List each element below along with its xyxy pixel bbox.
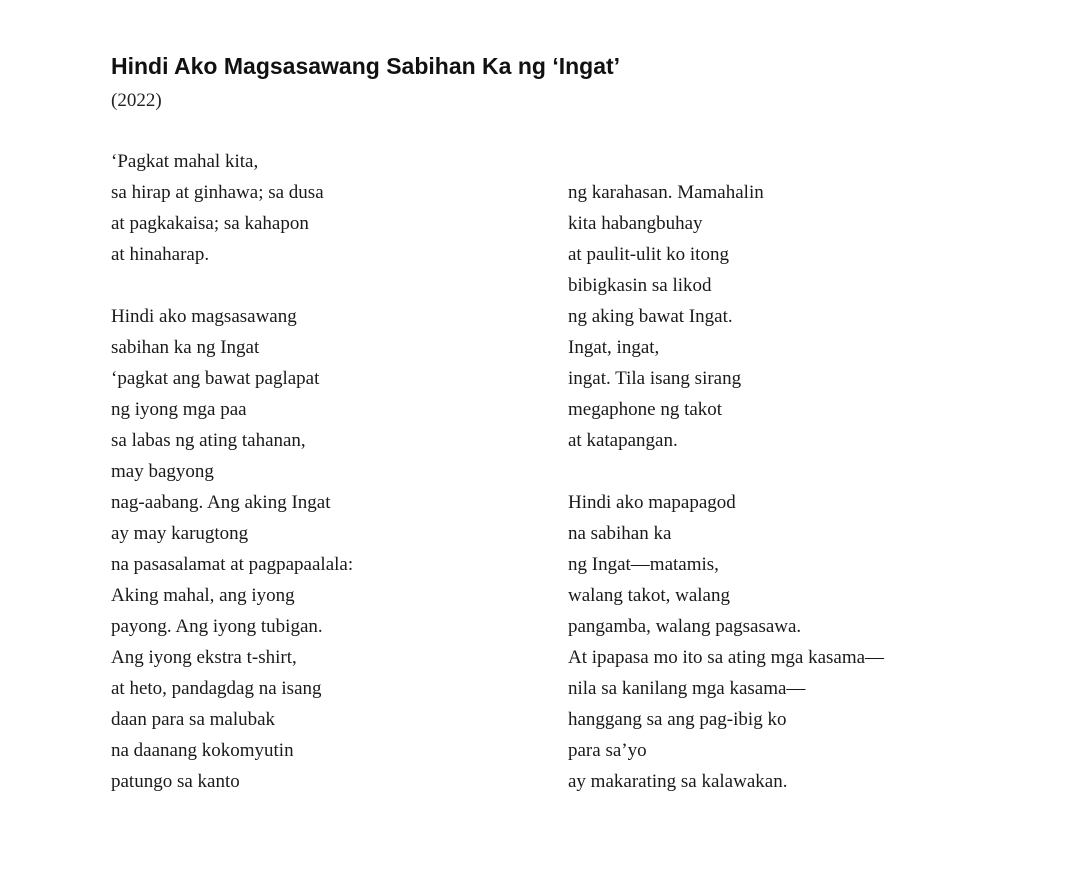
poem-line: daan para sa malubak bbox=[111, 709, 276, 730]
poem-line: at katapangan. bbox=[568, 430, 678, 451]
poem-line: na sabihan ka bbox=[568, 523, 672, 544]
poem-line: nila sa kanilang mga kasama— bbox=[568, 678, 806, 699]
poem-line: hanggang sa ang pag-ibig ko bbox=[568, 709, 787, 730]
poem-title: Hindi Ako Magsasawang Sabihan Ka ng ‘Ingat’ bbox=[111, 53, 621, 79]
poem-line: para sa’yo bbox=[568, 740, 647, 761]
poem-line: payong. Ang iyong tubigan. bbox=[111, 616, 323, 637]
poem-line: ng karahasan. Mamahalin bbox=[568, 182, 764, 203]
poem-line: Aking mahal, ang iyong bbox=[111, 585, 295, 606]
poem-line: at pagkakaisa; sa kahapon bbox=[111, 213, 309, 234]
poem-line: ng iyong mga paa bbox=[111, 399, 247, 420]
poem-line: ingat. Tila isang sirang bbox=[568, 368, 742, 389]
poem-line: pangamba, walang pagsasawa. bbox=[568, 616, 802, 637]
poem-line: Hindi ako mapapagod bbox=[568, 492, 736, 513]
poem-line: at paulit-ulit ko itong bbox=[568, 244, 729, 265]
poem-line: Hindi ako magsasawang bbox=[111, 306, 297, 327]
poem-line: at hinaharap. bbox=[111, 244, 210, 265]
poem-line: sabihan ka ng Ingat bbox=[111, 337, 260, 358]
column-spacer bbox=[568, 146, 988, 177]
poem-line: sa labas ng ating tahanan, bbox=[111, 430, 306, 451]
poem-line: Ingat, ingat, bbox=[568, 337, 660, 358]
poem-line: Ang iyong ekstra t-shirt, bbox=[111, 647, 297, 668]
poem-line: sa hirap at ginhawa; sa dusa bbox=[111, 182, 324, 203]
poem-line: megaphone ng takot bbox=[568, 399, 723, 420]
poem-year: (2022) bbox=[111, 90, 162, 111]
poem-line: ay may karugtong bbox=[111, 523, 249, 544]
poem-line: na daanang kokomyutin bbox=[111, 740, 294, 761]
poem-line: nag-aabang. Ang aking Ingat bbox=[111, 492, 331, 513]
stanza-break bbox=[568, 456, 988, 487]
stanza-break bbox=[111, 270, 531, 301]
poem-line: na pasasalamat at pagpapaalala: bbox=[111, 554, 354, 575]
poem-right-column bbox=[568, 146, 988, 797]
poem-line: kita habangbuhay bbox=[568, 213, 703, 234]
poem-line: walang takot, walang bbox=[568, 585, 730, 606]
poem-left-column bbox=[111, 146, 531, 797]
poem-line: ng Ingat—matamis, bbox=[568, 554, 719, 575]
poem-line: ‘Pagkat mahal kita, bbox=[111, 151, 259, 172]
poem-line: ng aking bawat Ingat. bbox=[568, 306, 733, 327]
poem-line: patungo sa kanto bbox=[111, 771, 240, 792]
poem-line: At ipapasa mo ito sa ating mga kasama— bbox=[568, 647, 885, 668]
poem-line: may bagyong bbox=[111, 461, 214, 482]
poem-line: ay makarating sa kalawakan. bbox=[568, 771, 788, 792]
poem-line: at heto, pandagdag na isang bbox=[111, 678, 322, 699]
poem-line: bibigkasin sa likod bbox=[568, 275, 712, 296]
poem-line: ‘pagkat ang bawat paglapat bbox=[111, 368, 320, 389]
